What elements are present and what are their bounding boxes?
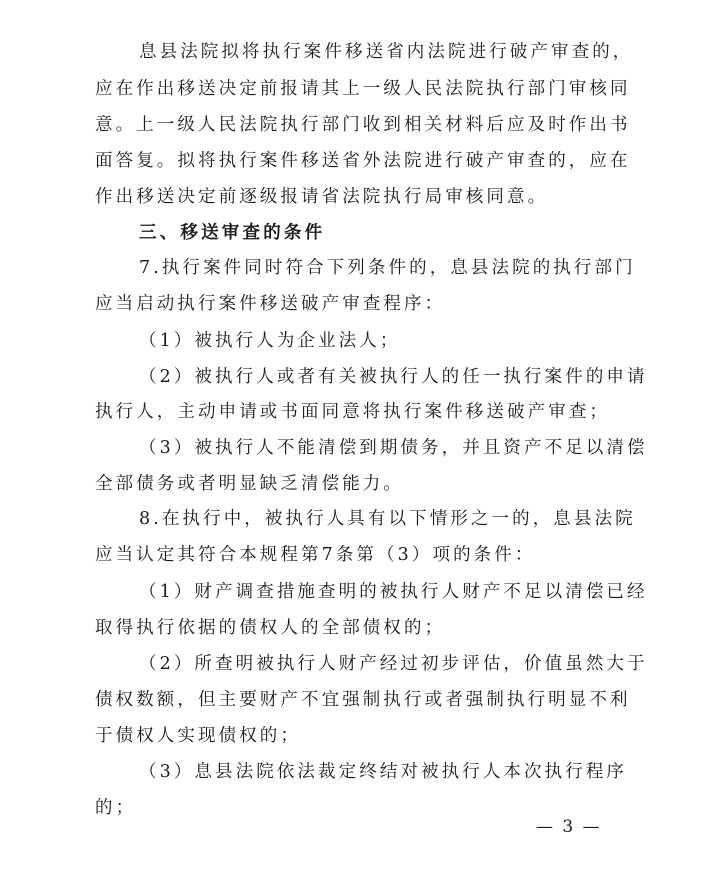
- article-8-item-1-line-2: 取得执行依据的债权人的全部债权的；: [95, 618, 446, 638]
- article-8-item-3-line-2: 的；: [95, 798, 137, 818]
- article-8-item-1-line-1: （1）财产调查措施查明的被执行人财产不足以清偿已经: [139, 582, 648, 602]
- paragraph-6-line-5: 作出移送决定前逐级报请省法院执行局审核同意。: [95, 187, 549, 207]
- article-8-item-2-line-1: （2）所查明被执行人财产经过初步评估，价值虽然大于: [139, 654, 648, 674]
- paragraph-6-line-1: 息县法院拟将执行案件移送省内法院进行破产审查的，: [139, 42, 634, 62]
- page-number: — 3 —: [536, 817, 602, 837]
- article-7-line-1: 7.执行案件同时符合下列条件的，息县法院的执行部门: [139, 258, 636, 278]
- section-heading: 三、移送审查的条件: [139, 223, 326, 243]
- article-7-item-3-line-2: 全部债务或者明显缺乏清偿能力。: [95, 474, 404, 494]
- article-8-item-2-line-3: 于债权人实现债权的；: [95, 726, 301, 746]
- article-7-item-3-line-1: （3）被执行人不能清偿到期债务，并且资产不足以清偿: [139, 438, 648, 458]
- paragraph-6-line-4: 面答复。拟将执行案件移送省外法院进行破产审查的，应在: [95, 151, 631, 171]
- article-8-item-3-line-1: （3）息县法院依法裁定终结对被执行人本次执行程序: [139, 762, 628, 782]
- article-7-item-2-line-1: （2）被执行人或者有关被执行人的任一执行案件的申请: [139, 367, 648, 387]
- article-8-line-1: 8.在执行中，被执行人具有以下情形之一的，息县法院: [139, 509, 636, 529]
- article-8-item-2-line-2: 债权数额，但主要财产不宜强制执行或者强制执行明显不利: [95, 690, 631, 710]
- article-8-line-2: 应当认定其符合本规程第7条第（3）项的条件：: [95, 545, 536, 565]
- paragraph-6-line-3: 意。上一级人民法院执行部门收到相关材料后应及时作出书: [95, 115, 631, 135]
- article-7-item-1: （1）被执行人为企业法人；: [139, 331, 401, 351]
- article-7-line-2: 应当启动执行案件移送破产审查程序：: [95, 294, 446, 314]
- paragraph-6-line-2: 应在作出移送决定前报请其上一级人民法院执行部门审核同: [95, 79, 631, 99]
- article-7-item-2-line-2: 执行人，主动申请或书面同意将执行案件移送破产审查；: [95, 402, 610, 422]
